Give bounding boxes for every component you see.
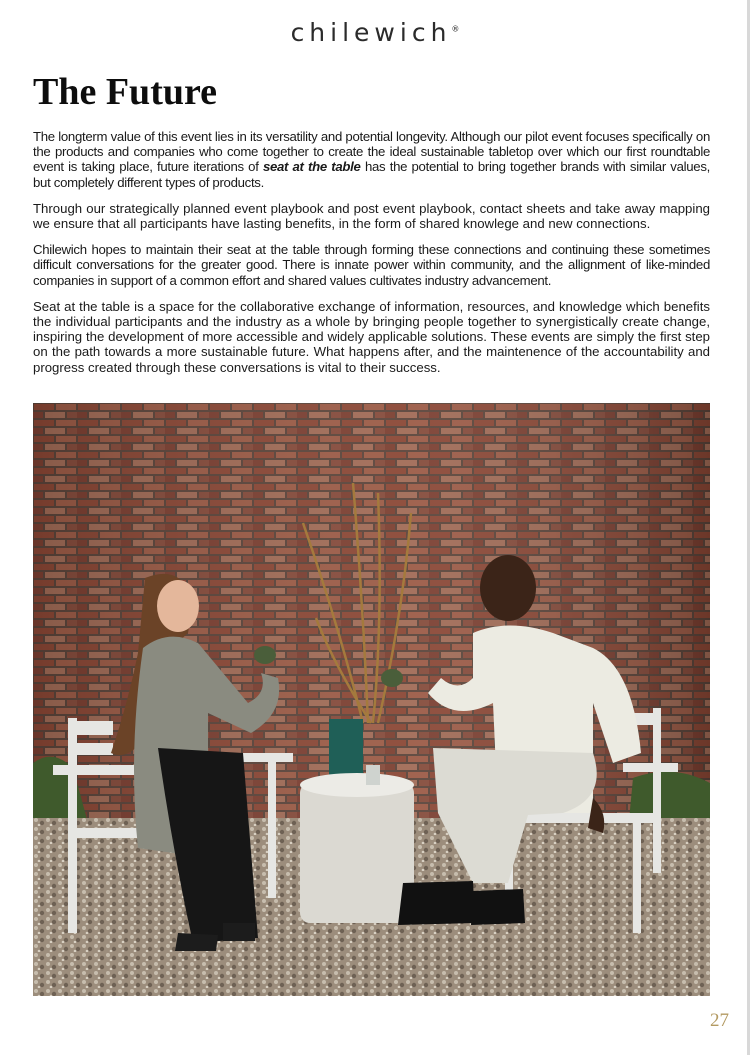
page-title: The Future [33, 71, 218, 113]
event-photo [33, 403, 710, 996]
paragraph-2: Through our strategically planned event playbook and post event playbook, contact sheets and take away mapping we ensure that all participants have lasting benefits, in the form of shared knowlege and new connections. [33, 200, 710, 232]
page-number: 27 [710, 1010, 729, 1031]
body-text [33, 129, 710, 386]
brand-logo [0, 18, 750, 47]
man-cup [381, 669, 403, 687]
paragraph-3: Chilewich hopes to maintain their seat at the table through forming these connections and continuing these sometimes difficult conversations for the greater good. There is innate power within community, and the allignment of like-minded companies in support of a common effort and shared values cultivates industry advancement. [33, 242, 710, 288]
paragraph-1-text-b: has the potential to bring together brands with similar values, but completely different types of products. [33, 159, 710, 190]
side-table-top [300, 773, 414, 797]
woman-head [157, 580, 199, 632]
paragraph-4: Seat at the table is a space for the collaborative exchange of information, resources, and knowledge which benefits the individual participants and the industry as a whole by bringing people together to synergistically create change, inspiring the development of more accessible and widely applicable solutions. These events are simply the first step on the path towards a more sustainable future. What happens after, and the maintenence of the accountability and progress created through these conversations is vital to their success. [33, 298, 710, 375]
paragraph-1-text-a: The longterm value of this event lies in its versatility and potential longevity. Although our pilot event focuses specifically on the products and companies who come together to create the ideal sustainable tabletop over which our first roundtable event is taking place, future iterations of [33, 129, 710, 175]
paragraph-1 [33, 129, 710, 190]
brand-name: chilewich [290, 18, 452, 47]
woman-cup [254, 646, 276, 664]
registered-mark: ® [451, 24, 460, 34]
side-table [300, 783, 414, 923]
small-glass [366, 765, 380, 785]
paragraph-1-emphasis: seat at the table [262, 159, 361, 175]
man-head [480, 555, 536, 621]
